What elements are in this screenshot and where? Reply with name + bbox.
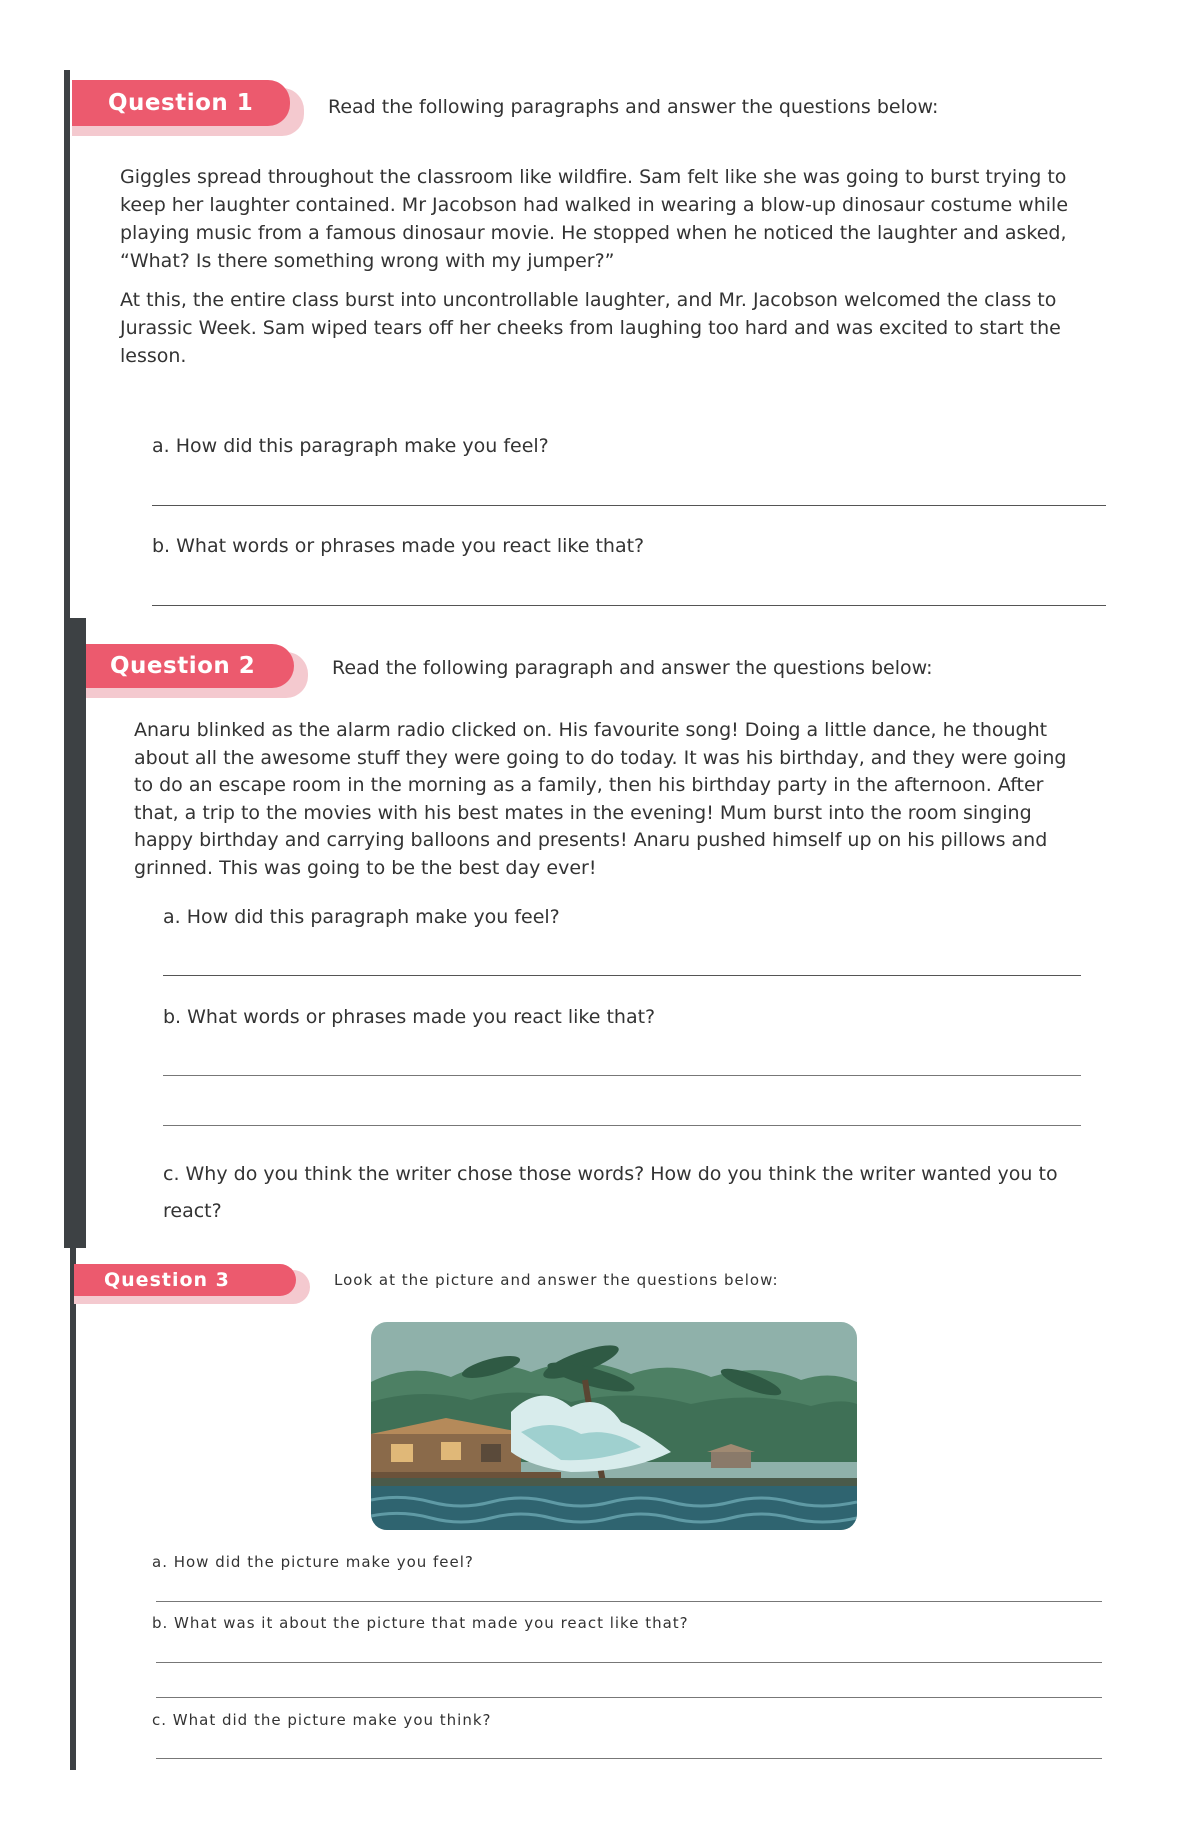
question-3a-prompt: a. How did the picture make you feel?: [152, 1553, 474, 1571]
question-3c-prompt: c. What did the picture make you think?: [152, 1711, 492, 1729]
question-3b-answer-line-1[interactable]: [156, 1662, 1102, 1663]
question-2b-prompt: b. What words or phrases made you react like that?: [163, 1006, 656, 1028]
question-2-tag: Question 2: [86, 644, 294, 688]
question-2c-prompt: c. Why do you think the writer chose those words? How do you think the writer wanted you to react?: [163, 1163, 1058, 1222]
question-2-paragraph: Anaru blinked as the alarm radio clicked on. His favourite song! Doing a little dance, he thought about all the awesome stuff they were going to do today. It was his birthday, and they were going to do an escape room in the morning as a family, then his birthday party in the afternoon. After that, a trip to the movies with his best mates in the evening! Mum burst into the room singing happy birthday and carrying balloons and presents! Anaru pushed himself up on his pillows and grinned. This was going to be the best day ever!: [134, 719, 1067, 879]
question-1-paragraph-2: At this, the entire class burst into uncontrollable laughter, and Mr. Jacobson welcomed the class to Jurassic Week. Sam wiped tears off her cheeks from laughing too hard and was excited to start the lesson.: [120, 289, 1061, 367]
side-bar-q1: [64, 70, 70, 618]
question-3-tag: Question 3: [74, 1264, 296, 1296]
question-2a-prompt: a. How did this paragraph make you feel?: [163, 906, 560, 928]
question-2-instruction: Read the following paragraph and answer the questions below:: [332, 657, 933, 679]
question-3-instruction: Look at the picture and answer the questions below:: [334, 1271, 779, 1289]
side-bar-q3: [70, 1248, 76, 1770]
question-1-tag: Question 1: [72, 80, 290, 126]
question-3a-answer-line[interactable]: [156, 1601, 1102, 1602]
question-1-paragraph-1: Giggles spread throughout the classroom like wildfire. Sam felt like she was going to burst trying to keep her laughter contained. Mr Jacobson had walked in wearing a blow-up dinosaur costume while playing music from a famous dinosaur movie. He stopped when he noticed the laughter and asked, “What? Is there something wrong with my jumper?”: [120, 166, 1069, 272]
question-3b-answer-line-2[interactable]: [156, 1697, 1102, 1698]
question-3b-prompt: b. What was it about the picture that made you react like that?: [152, 1614, 689, 1632]
question-1b-prompt: b. What words or phrases made you react like that?: [152, 535, 645, 557]
question-1b-answer-line[interactable]: [152, 605, 1106, 606]
question-1-instruction: Read the following paragraphs and answer the questions below:: [328, 96, 939, 118]
question-2b-answer-line-1[interactable]: [163, 1075, 1081, 1076]
storm-coast-picture: [371, 1322, 857, 1530]
question-2a-answer-line[interactable]: [163, 975, 1081, 976]
side-bar-q2: [64, 618, 86, 1248]
question-1a-prompt: a. How did this paragraph make you feel?: [152, 435, 549, 457]
question-3c-answer-line[interactable]: [156, 1758, 1102, 1759]
storm-coast-illustration: [371, 1322, 857, 1530]
question-1a-answer-line[interactable]: [152, 505, 1106, 506]
question-2b-answer-line-2[interactable]: [163, 1125, 1081, 1126]
